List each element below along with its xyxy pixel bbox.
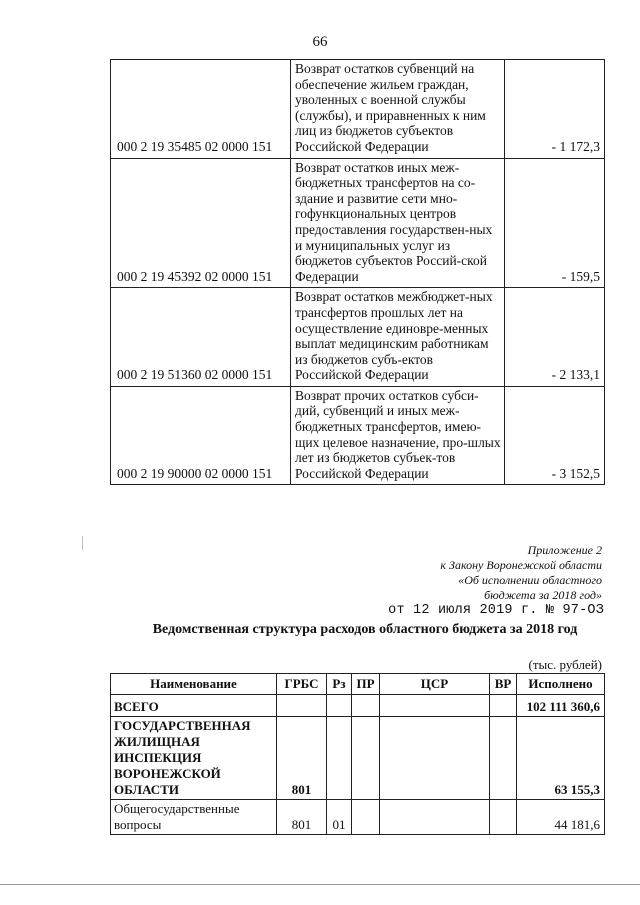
return-amount: - 159,5 [505,158,605,288]
budget-code: 000 2 19 45392 02 0000 151 [111,158,291,288]
budget-code: 000 2 19 51360 02 0000 151 [111,288,291,387]
column-header-name: Наименование [111,674,277,695]
row-name: ВСЕГО [111,695,277,717]
row-grbs [277,695,327,717]
row-executed: 63 155,3 [517,717,605,800]
table-row [111,695,605,717]
row-grbs: 801 [277,800,327,835]
row-csr [380,717,490,800]
appendix-line: «Об исполнении областного [458,573,602,587]
appendix-line: бюджета за 2018 год» [484,588,602,602]
departmental-structure-table [110,673,605,835]
row-pr [352,800,380,835]
row-grbs: 801 [277,717,327,800]
budget-code: 000 2 19 35485 02 0000 151 [111,60,291,159]
row-executed: 44 181,6 [517,800,605,835]
row-rz [327,695,352,717]
row-pr [352,717,380,800]
page-number: 66 [312,34,328,50]
column-header-executed: Исполнено [517,674,605,695]
return-description: Возврат остатков субвенций на обеспечение жильем граждан, уволенных с военной службы (службы), и приравненных к ним лиц из бюджетов субъектов Российской Федерации [291,60,505,159]
column-header-pr: ПР [352,674,380,695]
units-label: (тыс. рублей) [528,657,602,672]
row-csr [380,800,490,835]
table-row [111,717,605,800]
row-csr [380,695,490,717]
appendix-line: Приложение 2 [527,543,602,557]
row-name: ГОСУДАРСТВЕННАЯ ЖИЛИЩНАЯ ИНСПЕКЦИЯ ВОРОНЕЖСКОЙ ОБЛАСТИ [111,717,277,800]
row-pr [352,695,380,717]
margin-mark [82,536,83,550]
table-row [111,800,605,835]
table-row [111,386,605,485]
appendix-note [440,543,602,603]
appendix-line: к Закону Воронежской области [440,558,602,572]
table-row [111,158,605,288]
row-executed: 102 111 360,6 [517,695,605,717]
table-row [111,288,605,387]
table-header-row [111,674,605,695]
return-amount: - 1 172,3 [505,60,605,159]
page-bottom-rule [0,884,640,885]
return-amount: - 2 133,1 [505,288,605,387]
row-vr [490,717,517,800]
return-amount: - 3 152,5 [505,386,605,485]
budget-code: 000 2 19 90000 02 0000 151 [111,386,291,485]
return-description: Возврат остатков межбюджет-ных трансфертов прошлых лет на осуществление единовре-менных выплат медицинским работникам из бюджетов субъ-ектов Российской Федерации [291,288,505,387]
column-header-grbs: ГРБС [277,674,327,695]
row-name: Общегосударственные вопросы [111,800,277,835]
row-rz [327,717,352,800]
column-header-vr: ВР [490,674,517,695]
row-vr [490,695,517,717]
column-header-csr: ЦСР [380,674,490,695]
return-description: Возврат остатков иных меж-бюджетных трансфертов на со-здание и развитие сети мно-гофункциональных центров предоставления государствен-ных и муниципальных услуг из бюджетов субъектов Россий-ской Федерации [291,158,505,288]
law-date-stamp: от 12 июля 2019 г. № 97-ОЗ [388,603,604,618]
budget-returns-table [110,59,605,485]
document-title: Ведомственная структура расходов областного бюджета за 2018 год [152,622,578,637]
row-vr [490,800,517,835]
return-description: Возврат прочих остатков субси-дий, субвенций и иных меж-бюджетных трансфертов, имею-щих целевое назначение, про-шлых лет из бюджетов субъек-тов Российской Федерации [291,386,505,485]
row-rz: 01 [327,800,352,835]
column-header-rz: Рз [327,674,352,695]
table-row [111,60,605,159]
